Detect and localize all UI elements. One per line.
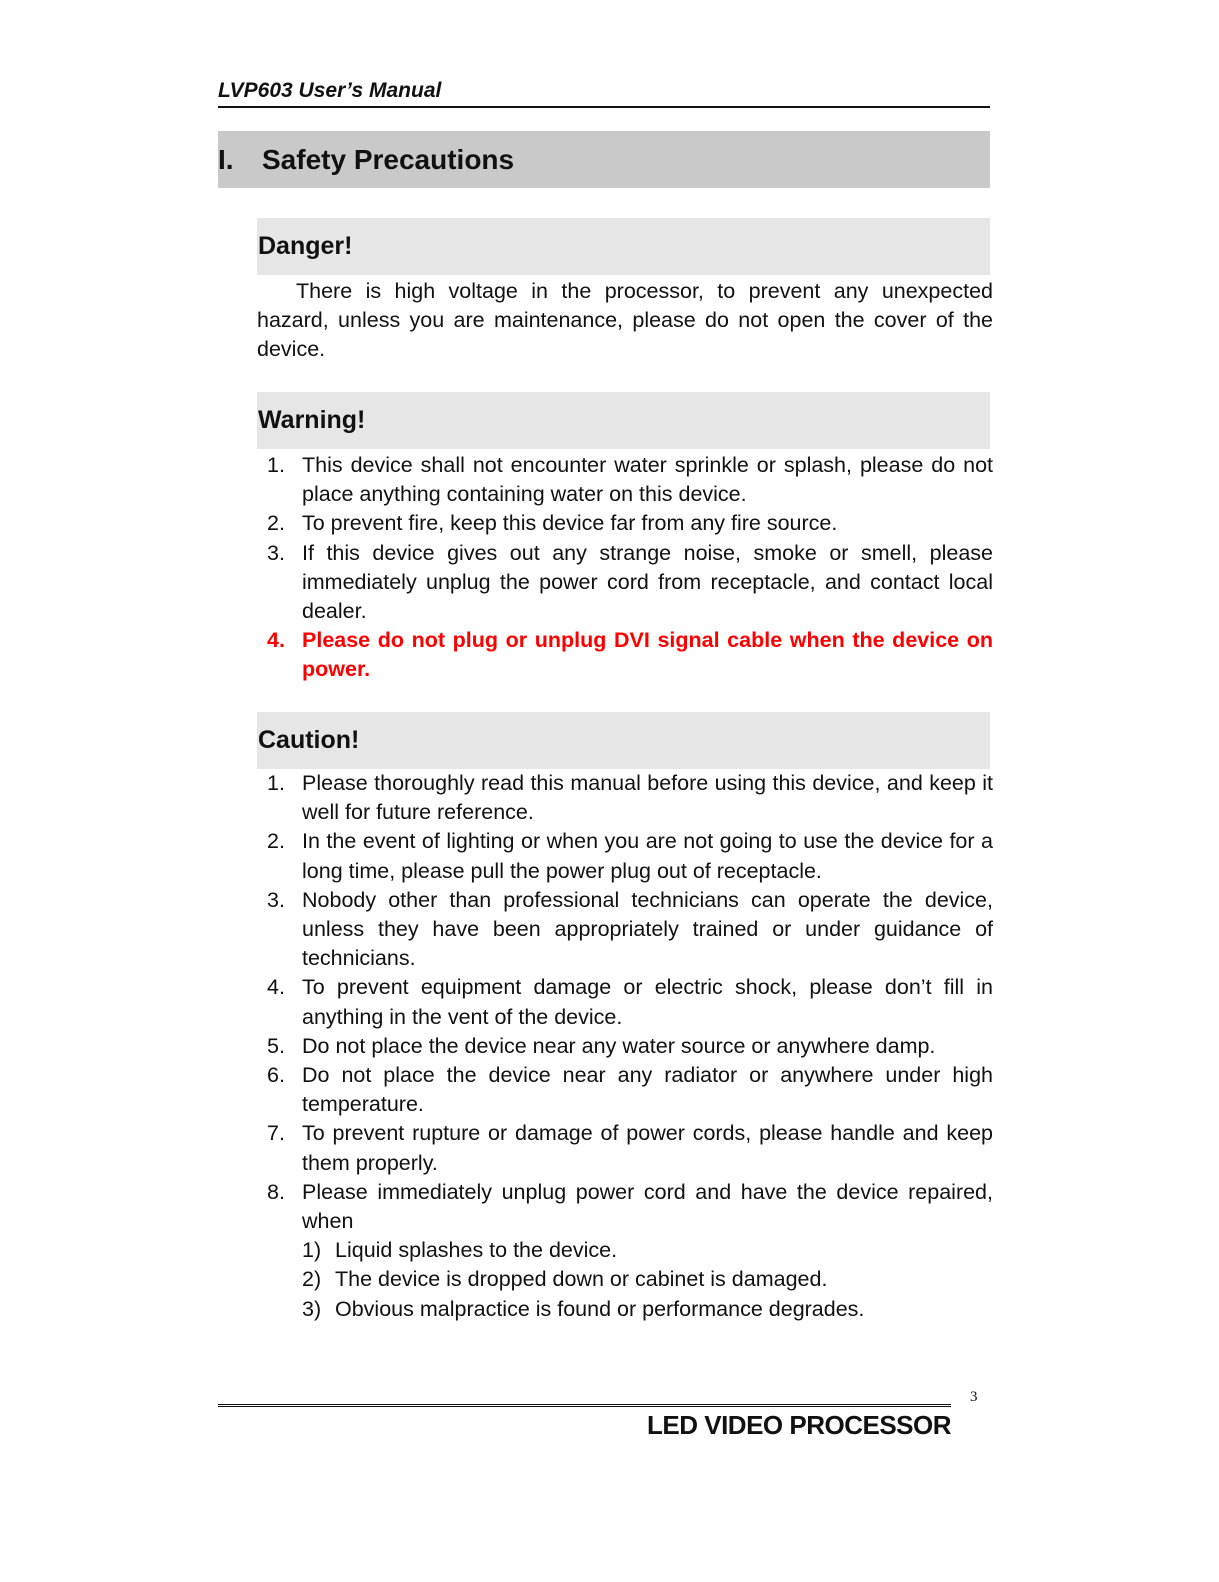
list-marker: 6.: [267, 1063, 285, 1088]
list-marker: 2.: [267, 829, 285, 854]
list-item-highlighted: [257, 626, 993, 684]
sublist-marker: 2): [302, 1267, 322, 1292]
list-item: [257, 1032, 993, 1061]
list-marker: 3.: [267, 540, 285, 565]
caution-sublist: [302, 1236, 993, 1324]
list-item: [257, 769, 993, 827]
list-item-text: Nobody other than professional technicians can operate the device, unless they have been appropriately trained or under guidance of technicians.: [302, 887, 993, 971]
list-marker: 8.: [267, 1179, 285, 1204]
list-item-text: Please immediately unplug power cord and have the device repaired, when: [302, 1179, 993, 1234]
caution-list: [257, 769, 993, 1324]
warning-heading: Warning!: [257, 392, 990, 449]
list-item: [257, 827, 993, 885]
sublist-item: [302, 1265, 993, 1294]
list-item: [257, 1178, 993, 1324]
list-marker: 3.: [267, 887, 285, 912]
sublist-item-text: The device is dropped down or cabinet is damaged.: [335, 1267, 828, 1292]
list-marker: 1.: [267, 453, 285, 477]
section-number: I.: [218, 143, 234, 175]
list-item: [257, 1119, 993, 1177]
list-marker: 5.: [267, 1033, 285, 1058]
list-item-text: Do not place the device near any water source or anywhere damp.: [302, 1033, 936, 1058]
sublist-item-text: Liquid splashes to the device.: [335, 1238, 618, 1263]
footer-divider: [218, 1404, 951, 1407]
list-item-text: To prevent rupture or damage of power cords, please handle and keep them properly.: [302, 1121, 993, 1175]
sublist-marker: 3): [302, 1296, 322, 1321]
warning-list: [257, 451, 993, 685]
list-item-text: To prevent fire, keep this device far from any fire source.: [302, 511, 838, 536]
page-number: 3: [970, 1389, 978, 1405]
list-marker: 2.: [267, 511, 285, 536]
list-marker: 4.: [267, 975, 285, 1000]
list-marker: 4.: [267, 628, 285, 653]
section-title: Safety Precautions: [262, 143, 515, 175]
list-marker: 1.: [267, 771, 285, 795]
running-header: LVP603 User’s Manual: [218, 78, 990, 108]
list-item: [257, 1061, 993, 1119]
list-item-text: Please thoroughly read this manual before using this device, and keep it well for future reference.: [302, 771, 993, 825]
list-item: [257, 451, 993, 509]
section-heading: [218, 131, 990, 188]
danger-heading: Danger!: [257, 218, 990, 275]
list-item: [257, 886, 993, 974]
list-item-text: This device shall not encounter water sprinkle or splash, please do not place anything containing water on this device.: [302, 453, 993, 507]
sublist-marker: 1): [302, 1238, 322, 1263]
danger-text: There is high voltage in the processor, to prevent any unexpected hazard, unless you are maintenance, please do not open the cover of the device.: [257, 279, 993, 361]
caution-heading: Caution!: [257, 712, 990, 769]
list-item-text: Please do not plug or unplug DVI signal cable when the device on power.: [302, 628, 993, 682]
sublist-item: [302, 1295, 993, 1324]
list-item: [257, 973, 993, 1031]
sublist-item-text: Obvious malpractice is found or performance degrades.: [335, 1296, 865, 1321]
sublist-item: [302, 1236, 993, 1265]
list-item: [257, 539, 993, 627]
list-item-text: If this device gives out any strange noise, smoke or smell, please immediately unplug the power cord from receptacle, and contact local dealer.: [302, 540, 993, 624]
footer-product-name: LED VIDEO PROCESSOR: [647, 1410, 951, 1440]
list-item-text: In the event of lighting or when you are not going to use the device for a long time, please pull the power plug out of receptacle.: [302, 829, 993, 883]
list-item-text: To prevent equipment damage or electric shock, please don’t fill in anything in the vent of the device.: [302, 975, 993, 1029]
list-item-text: Do not place the device near any radiator or anywhere under high temperature.: [302, 1063, 993, 1117]
list-marker: 7.: [267, 1121, 285, 1146]
list-item: [257, 509, 993, 538]
